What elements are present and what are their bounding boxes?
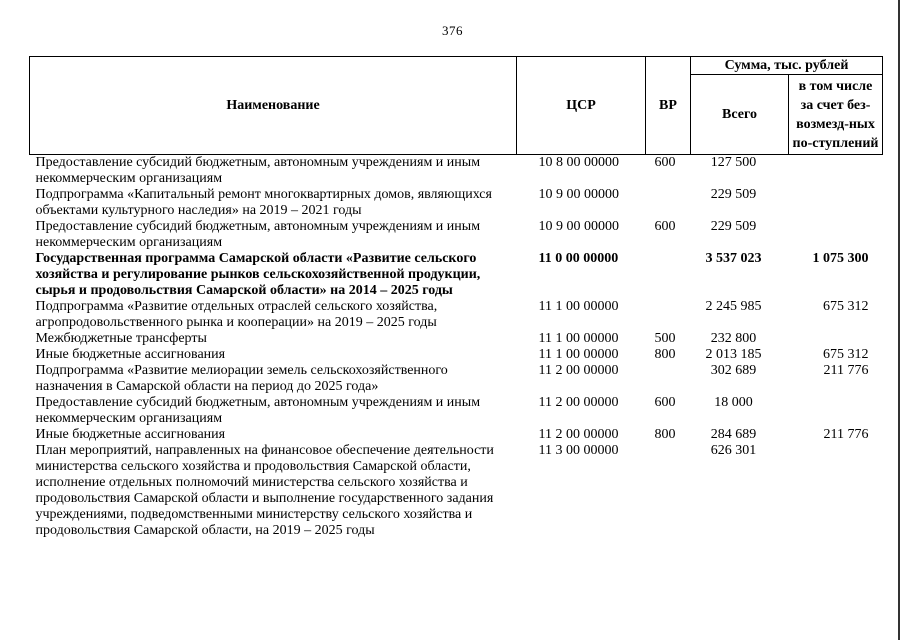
row-csr: 11 2 00 00000	[538, 363, 619, 378]
row-free: 211 776	[823, 427, 869, 442]
page-edge-line	[898, 0, 900, 640]
row-free	[789, 219, 883, 251]
row-free	[789, 443, 883, 539]
page-number: 376	[442, 23, 463, 38]
row-total: 3 537 023	[705, 251, 762, 266]
row-free: 1 075 300	[812, 251, 869, 266]
row-total: 2 013 185	[705, 347, 762, 362]
row-vr: 500	[654, 331, 676, 346]
row-total: 2 245 985	[705, 299, 762, 314]
table-row	[30, 395, 883, 427]
row-csr: 11 1 00 00000	[538, 299, 619, 314]
row-csr: 11 1 00 00000	[538, 347, 619, 362]
row-total: 284 689	[710, 427, 757, 442]
budget-table	[29, 56, 883, 539]
row-csr: 11 0 00 00000	[538, 251, 619, 266]
table-row	[30, 251, 883, 299]
row-vr: 600	[654, 155, 676, 170]
row-csr: 11 1 00 00000	[538, 331, 619, 346]
row-vr: 800	[654, 427, 676, 442]
row-free: 211 776	[823, 363, 869, 378]
row-total: 232 800	[710, 331, 757, 346]
row-vr	[646, 251, 691, 299]
table-header	[30, 57, 883, 155]
row-total: 302 689	[710, 363, 757, 378]
row-free: 675 312	[823, 299, 869, 314]
row-vr	[646, 363, 691, 395]
table-row	[30, 219, 883, 251]
row-vr	[646, 443, 691, 539]
table-row	[30, 443, 883, 539]
row-csr: 10 9 00 00000	[538, 187, 619, 202]
row-free: 675 312	[823, 347, 869, 362]
row-name: Иные бюджетные ассигнования	[35, 427, 226, 442]
table-row	[30, 363, 883, 395]
table-row	[30, 331, 883, 347]
row-name: Предоставление субсидий бюджетным, автономным учреждениям и иным некоммерческим организациям	[35, 395, 481, 426]
row-total: 229 509	[710, 219, 757, 234]
row-name: Иные бюджетные ассигнования	[35, 347, 226, 362]
row-vr: 800	[654, 347, 676, 362]
row-free	[789, 187, 883, 219]
row-name: Подпрограмма «Капитальный ремонт многоквартирных домов, являющихся объектами культурного наследия» на 2019 – 2021 годы	[35, 187, 492, 218]
row-csr: 10 9 00 00000	[538, 219, 619, 234]
row-free	[789, 331, 883, 347]
row-total: 626 301	[710, 443, 757, 458]
row-name: Подпрограмма «Развитие отдельных отраслей сельского хозяйства, агропродовольственного рынка и кооперации» на 2019 – 2025 годы	[35, 299, 438, 330]
table-row	[30, 187, 883, 219]
table-row	[30, 427, 883, 443]
header-free-receipts: в том числе за счет без-возмезд-ных по-ступлений	[789, 75, 883, 155]
row-name: Межбюджетные трансферты	[35, 331, 207, 346]
row-vr	[646, 299, 691, 331]
row-name: Государственная программа Самарской области «Развитие сельского хозяйства и регулирование рынков сельскохозяйственной продукции, сырья и продовольствия Самарской области» на 2014 – 2025 годы	[35, 251, 481, 298]
row-total: 18 000	[714, 395, 753, 410]
row-csr: 10 8 00 00000	[538, 155, 619, 170]
header-total: Всего	[691, 75, 789, 155]
row-total: 127 500	[710, 155, 757, 170]
row-free	[789, 155, 883, 188]
row-name: Предоставление субсидий бюджетным, автономным учреждениям и иным некоммерческим организациям	[35, 155, 481, 186]
row-name: План мероприятий, направленных на финансовое обеспечение деятельности министерства сельского хозяйства и продовольствия Самарской области, исполнение отдельных полномочий министерства сельского хозяйства и продовольствия Самарской области и выполнение государственного задания учреждениями, подведомственными министерству сельского хозяйства и продовольствия Самарской области, на 2019 – 2025 годы	[35, 443, 494, 538]
row-vr	[646, 187, 691, 219]
row-vr: 600	[654, 395, 676, 410]
table-row	[30, 155, 883, 188]
row-total: 229 509	[710, 187, 757, 202]
table-body	[30, 155, 883, 540]
table-row	[30, 299, 883, 331]
row-free	[789, 395, 883, 427]
header-csr: ЦСР	[517, 57, 646, 155]
row-name: Подпрограмма «Развитие мелиорации земель сельскохозяйственного назначения в Самарской области на период до 2025 года»	[35, 363, 448, 394]
header-vr: ВР	[646, 57, 691, 155]
row-vr: 600	[654, 219, 676, 234]
header-name: Наименование	[30, 57, 517, 155]
header-sum-group: Сумма, тыс. рублей	[691, 57, 883, 75]
row-csr: 11 2 00 00000	[538, 427, 619, 442]
row-csr: 11 3 00 00000	[538, 443, 619, 458]
table-row	[30, 347, 883, 363]
row-csr: 11 2 00 00000	[538, 395, 619, 410]
row-name: Предоставление субсидий бюджетным, автономным учреждениям и иным некоммерческим организациям	[35, 219, 481, 250]
